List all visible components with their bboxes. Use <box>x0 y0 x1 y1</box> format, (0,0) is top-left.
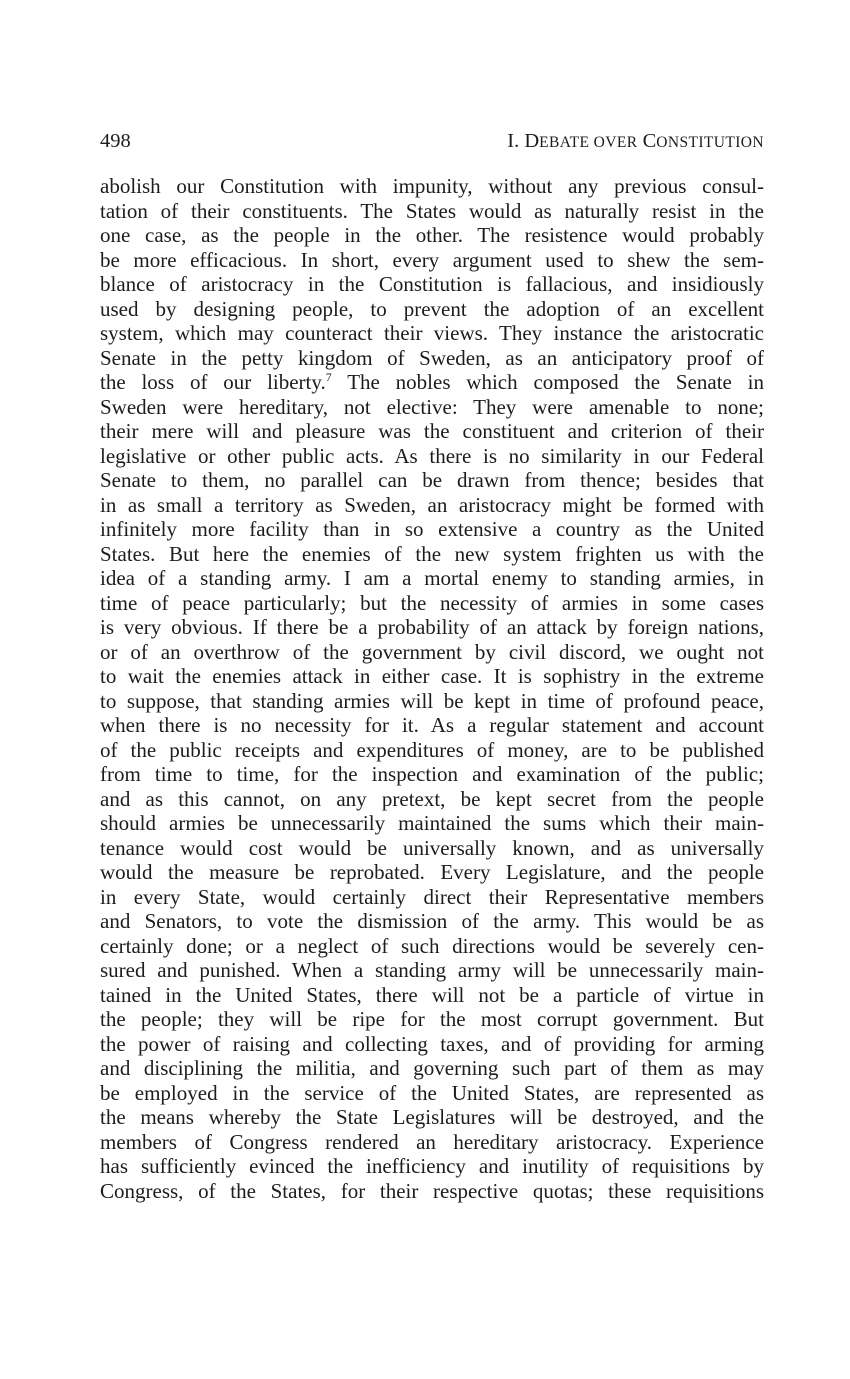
text-line: blance of aristocracy in the Constitution is fallacious, and insidiously <box>100 272 764 296</box>
text-line: of the public receipts and expenditures of money, are to be published <box>100 737 764 762</box>
text-line: system, which may counteract their views. They instance the aristocratic <box>100 321 764 345</box>
text-line: time of peace particularly; but the necessity of armies in some cases <box>100 590 764 615</box>
text-line: Congress, of the States, for their respective quotas; these requisitions <box>100 1178 764 1203</box>
text-line-head: the loss of our liberty. <box>100 370 326 394</box>
text-line: or of an overthrow of the government by civil discord, we ought not <box>100 639 764 664</box>
section-rest-1: EBATE OVER <box>539 134 638 151</box>
text-line: from time to time, for the inspection and examination of the public; <box>100 762 764 786</box>
text-line: Senate to them, no parallel can be drawn from thence; besides that <box>100 468 764 492</box>
text-line: in as small a territory as Sweden, an aristocracy might be formed with <box>100 492 764 517</box>
text-line: members of Congress rendered an hereditary aristocracy. Experience <box>100 1129 764 1154</box>
section-initial-2: C <box>642 130 657 152</box>
text-line: the power of raising and collecting taxes, and of providing for arming <box>100 1031 764 1056</box>
text-line: would the measure be reprobated. Every Legislature, and the people <box>100 860 764 884</box>
text-line: used by designing people, to prevent the adoption of an excellent <box>100 296 764 321</box>
text-line: is very obvious. If there be a probability of an attack by foreign nations, <box>100 615 764 639</box>
text-line: tation of their constituents. The States would as naturally resist in the <box>100 198 764 223</box>
text-line: their mere will and pleasure was the constituent and criterion of their <box>100 419 764 443</box>
text-line: Sweden were hereditary, not elective: They were amenable to none; <box>100 394 764 419</box>
text-line: the means whereby the State Legislatures will be destroyed, and the <box>100 1105 764 1129</box>
text-line: infinitely more facility than in so extensive a country as the United <box>100 517 764 541</box>
text-line-with-footnote <box>100 370 764 395</box>
text-line: certainly done; or a neglect of such directions would be severely cen- <box>100 933 764 958</box>
text-line: tained in the United States, there will not be a particle of virtue in <box>100 982 764 1007</box>
running-head <box>100 126 764 156</box>
text-line: and Senators, to vote the dismission of the army. This would be as <box>100 909 764 933</box>
footnote-reference[interactable]: 7 <box>325 370 332 384</box>
section-rest-2: ONSTITUTION <box>656 134 764 151</box>
text-line: States. But here the enemies of the new system frighten us with the <box>100 541 764 566</box>
text-line: be more efficacious. In short, every argument used to shew the sem- <box>100 247 764 272</box>
text-line: sured and punished. When a standing army will be unnecessarily main- <box>100 958 764 982</box>
text-line: Senate in the petty kingdom of Sweden, as an anticipatory proof of <box>100 345 764 370</box>
section-title <box>507 126 764 158</box>
body-text <box>100 174 764 1203</box>
section-numeral: I. <box>507 130 520 152</box>
text-line: and disciplining the militia, and governing such part of them as may <box>100 1056 764 1080</box>
text-line: should armies be unnecessarily maintained the sums which their main- <box>100 811 764 835</box>
text-line: abolish our Constitution with impunity, without any previous consul- <box>100 174 764 198</box>
text-line: and as this cannot, on any pretext, be kept secret from the people <box>100 786 764 811</box>
text-line: legislative or other public acts. As there is no similarity in our Federal <box>100 443 764 468</box>
text-line: idea of a standing army. I am a mortal enemy to standing armies, in <box>100 566 764 590</box>
text-line: the people; they will be ripe for the most corrupt government. But <box>100 1007 764 1031</box>
page-number: 498 <box>100 130 131 152</box>
text-line: be employed in the service of the United States, are represented as <box>100 1080 764 1105</box>
text-line: when there is no necessity for it. As a regular statement and account <box>100 713 764 737</box>
text-line: one case, as the people in the other. The resistence would probably <box>100 223 764 247</box>
text-line-tail: The nobles which composed the Senate in <box>331 370 764 394</box>
section-initial-1: D <box>524 130 540 152</box>
text-line: has sufficiently evinced the inefficiency and inutility of requisitions by <box>100 1154 764 1178</box>
text-line: in every State, would certainly direct their Representative members <box>100 884 764 909</box>
text-line: to wait the enemies attack in either case. It is sophistry in the extreme <box>100 664 764 688</box>
text-line: tenance would cost would be universally known, and as universally <box>100 835 764 860</box>
text-line: to suppose, that standing armies will be kept in time of profound peace, <box>100 688 764 713</box>
